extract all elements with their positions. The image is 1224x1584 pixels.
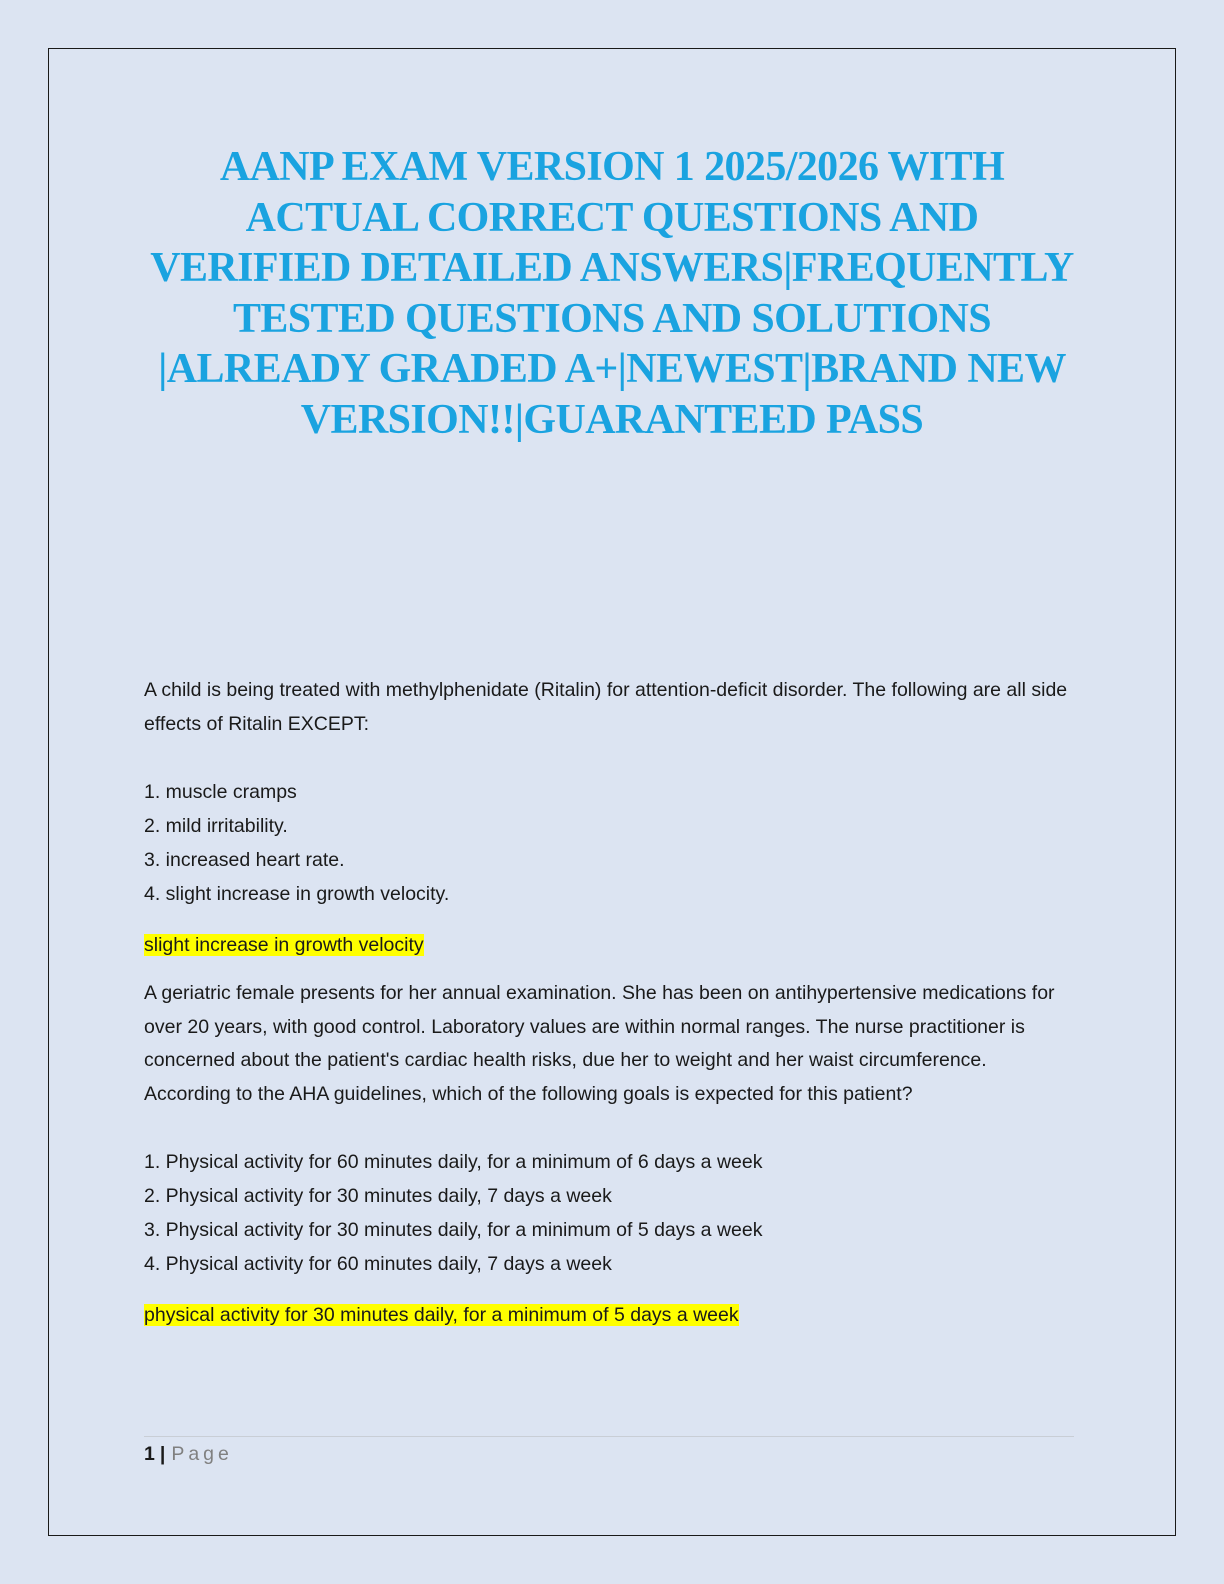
question-2 xyxy=(144,977,1074,1332)
question-1 xyxy=(144,673,1074,962)
option-item: 3. Physical activity for 30 minutes daily, for a minimum of 5 days a week xyxy=(144,1219,763,1242)
document-body xyxy=(144,673,1074,1332)
option-item: 2. Physical activity for 30 minutes daily, 7 days a week xyxy=(144,1185,612,1208)
page-label: Page xyxy=(171,1443,233,1465)
highlighted-answer: physical activity for 30 minutes daily, for a minimum of 5 days a week xyxy=(144,1304,739,1327)
option-item: 4. slight increase in growth velocity. xyxy=(144,883,450,905)
option-item: 4. Physical activity for 60 minutes daily, 7 days a week xyxy=(144,1253,612,1276)
option-list xyxy=(144,775,1074,911)
footer-divider xyxy=(144,1436,1074,1437)
option-item: 3. increased heart rate. xyxy=(144,849,345,871)
option-item: 1. Physical activity for 60 minutes daily, for a minimum of 6 days a week xyxy=(144,1151,763,1174)
question-stem: A child is being treated with methylphenidate (Ritalin) for attention-deficit disorder. The following are all side effects of Ritalin EXCEPT: xyxy=(144,679,1068,735)
footer-separator: | xyxy=(159,1443,166,1465)
question-stem: A geriatric female presents for her annual examination. She has been on antihypertensive medications for over 20 years, with good control. Laboratory values are within normal ranges. The nurse practitioner is concerned about the patient's cardiac health risks, due her to weight and her waist circumference. According to the AHA guidelines, which of the following goals is expected for this patient? xyxy=(144,982,1055,1105)
answer-line xyxy=(144,1298,1074,1332)
highlighted-answer: slight increase in growth velocity xyxy=(144,934,424,956)
answer-line xyxy=(144,928,1074,962)
option-list xyxy=(144,1145,1074,1281)
page-footer xyxy=(144,1440,233,1468)
document-title: AANP EXAM VERSION 1 2025/2026 WITH ACTUAL CORRECT QUESTIONS AND VERIFIED DETAILED ANSWERS|FREQUENTLY TESTED QUESTIONS AND SOLUTIONS |ALREADY GRADED A+|NEWEST|BRAND NEW VERSION!!|GUARANTEED PASS xyxy=(150,144,1074,443)
option-item: 1. muscle cramps xyxy=(144,781,297,803)
page-number: 1 xyxy=(144,1443,155,1465)
option-item: 2. mild irritability. xyxy=(144,815,288,837)
